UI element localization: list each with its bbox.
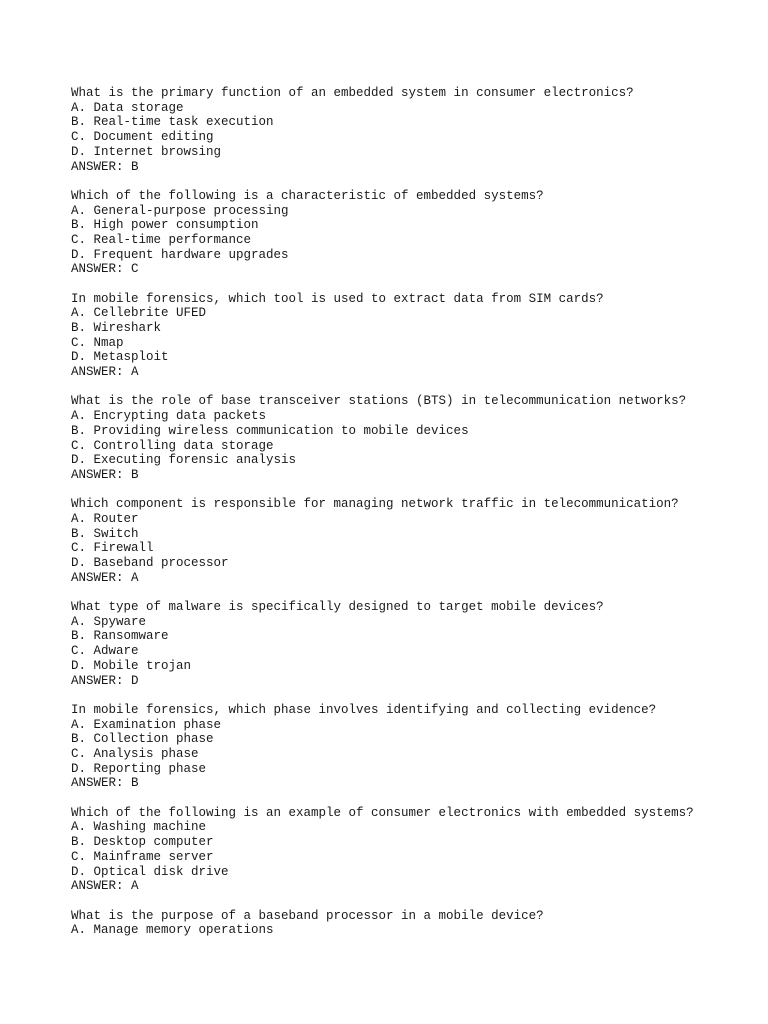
option-b: B. Real-time task execution: [71, 115, 274, 130]
question-block: [71, 394, 751, 482]
question-text: In mobile forensics, which tool is used to extract data from SIM cards?: [71, 291, 604, 306]
answer-text: ANSWER: B: [71, 776, 139, 791]
question-text: Which of the following is a characteristic of embedded systems?: [71, 188, 544, 203]
option-b: B. Collection phase: [71, 732, 214, 747]
question-text: What is the purpose of a baseband processor in a mobile device?: [71, 908, 544, 923]
question-text: In mobile forensics, which phase involves identifying and collecting evidence?: [71, 702, 657, 717]
question-block: [71, 600, 751, 688]
answer-text: ANSWER: A: [71, 570, 139, 585]
option-a: A. Examination phase: [71, 717, 222, 732]
question-block: [71, 292, 751, 380]
quiz-document: [71, 86, 751, 953]
option-d: D. Baseband processor: [71, 556, 229, 571]
option-b: B. Providing wireless communication to mobile devices: [71, 423, 469, 438]
question-text: Which component is responsible for managing network traffic in telecommunication?: [71, 497, 679, 512]
answer-text: ANSWER: B: [71, 159, 139, 174]
option-c: C. Analysis phase: [71, 746, 199, 761]
option-a: A. General-purpose processing: [71, 203, 289, 218]
question-block: [71, 909, 751, 938]
option-a: A. Washing machine: [71, 820, 207, 835]
answer-text: ANSWER: B: [71, 467, 139, 482]
question-text: What is the role of base transceiver stations (BTS) in telecommunication networks?: [71, 394, 687, 409]
option-c: C. Real-time performance: [71, 232, 252, 247]
option-a: A. Encrypting data packets: [71, 409, 267, 424]
option-a: A. Data storage: [71, 100, 184, 115]
option-b: B. Ransomware: [71, 629, 169, 644]
answer-text: ANSWER: D: [71, 673, 139, 688]
option-a: A. Cellebrite UFED: [71, 306, 207, 321]
option-c: C. Controlling data storage: [71, 438, 274, 453]
question-block: [71, 86, 751, 174]
option-b: B. Desktop computer: [71, 835, 214, 850]
option-c: C. Firewall: [71, 541, 154, 556]
option-d: D. Mobile trojan: [71, 658, 192, 673]
answer-text: ANSWER: C: [71, 262, 139, 277]
option-d: D. Metasploit: [71, 350, 169, 365]
question-block: [71, 806, 751, 894]
question-block: [71, 497, 751, 585]
question-block: [71, 189, 751, 277]
answer-text: ANSWER: A: [71, 879, 139, 894]
question-text: What type of malware is specifically designed to target mobile devices?: [71, 600, 604, 615]
option-d: D. Internet browsing: [71, 144, 222, 159]
option-c: C. Nmap: [71, 335, 124, 350]
option-c: C. Document editing: [71, 130, 214, 145]
option-c: C. Adware: [71, 644, 139, 659]
option-c: C. Mainframe server: [71, 849, 214, 864]
question-text: What is the primary function of an embedded system in consumer electronics?: [71, 86, 634, 100]
option-d: D. Frequent hardware upgrades: [71, 247, 289, 262]
option-d: D. Executing forensic analysis: [71, 453, 297, 468]
option-a: A. Manage memory operations: [71, 923, 274, 938]
question-text: Which of the following is an example of consumer electronics with embedded systems?: [71, 805, 694, 820]
option-d: D. Reporting phase: [71, 761, 207, 776]
option-a: A. Spyware: [71, 614, 147, 629]
option-d: D. Optical disk drive: [71, 864, 229, 879]
option-b: B. Switch: [71, 526, 139, 541]
option-a: A. Router: [71, 511, 139, 526]
question-block: [71, 703, 751, 791]
option-b: B. High power consumption: [71, 218, 259, 233]
option-b: B. Wireshark: [71, 321, 162, 336]
answer-text: ANSWER: A: [71, 365, 139, 380]
